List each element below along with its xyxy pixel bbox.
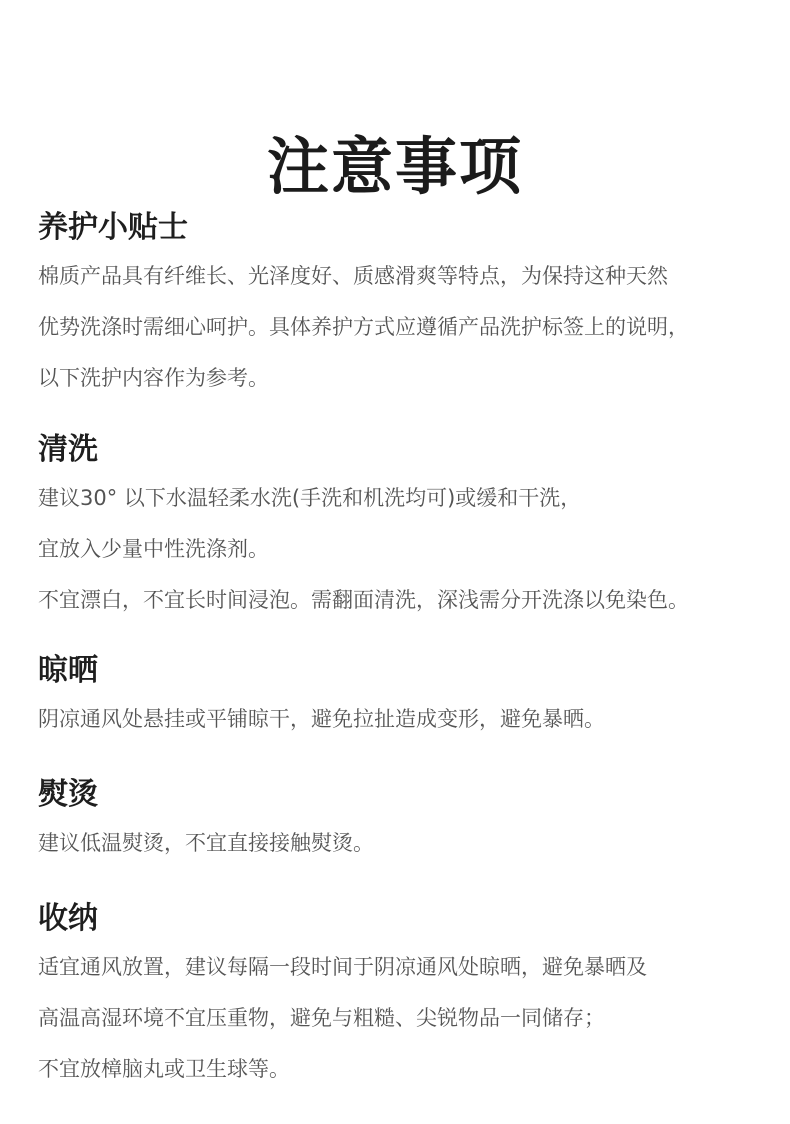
section-line: 以下洗护内容作为参考。 [38,366,269,390]
section-body-ironing [38,818,790,869]
section-heading-drying: 晾晒 [38,653,98,688]
section-body-drying [38,694,790,745]
section-body-care-tips [38,251,790,404]
section-line: 宜放入少量中性洗涤剂。 [38,537,269,561]
section-heading-washing: 清洗 [38,432,98,467]
section-line: 不宜漂白，不宜长时间浸泡。需翻面清洗，深浅需分开洗涤以免染色。 [38,588,689,612]
section-heading-storage: 收纳 [38,901,98,936]
section-body-storage [38,942,790,1095]
section-line: 棉质产品具有纤维长、光泽度好、质感滑爽等特点，为保持这种天然 [38,264,668,288]
section-line: 不宜放樟脑丸或卫生球等。 [38,1057,290,1081]
section-line: 高温高湿环境不宜压重物，避免与粗糙、尖锐物品一同储存； [38,1006,605,1030]
page-title: 注意事项 [266,129,523,203]
section-storage [38,899,790,1095]
section-drying [38,651,790,745]
section-body-washing [38,473,790,626]
section-heading-care-tips: 养护小贴士 [38,210,188,245]
section-line: 建议低温熨烫，不宜直接接触熨烫。 [38,831,374,855]
section-line: 阴凉通风处悬挂或平铺晾干，避免拉扯造成变形，避免暴晒。 [38,707,605,731]
section-line: 适宜通风放置，建议每隔一段时间于阴凉通风处晾晒，避免暴晒及 [38,955,647,979]
section-line: 优势洗涤时需细心呵护。具体养护方式应遵循产品洗护标签上的说明， [38,315,689,339]
section-line: 建议30° 以下水温轻柔水洗(手洗和机洗均可)或缓和干洗， [38,486,582,510]
section-washing [38,430,790,626]
section-ironing [38,775,790,869]
section-heading-ironing: 熨烫 [38,777,98,812]
section-care-tips [38,208,790,404]
